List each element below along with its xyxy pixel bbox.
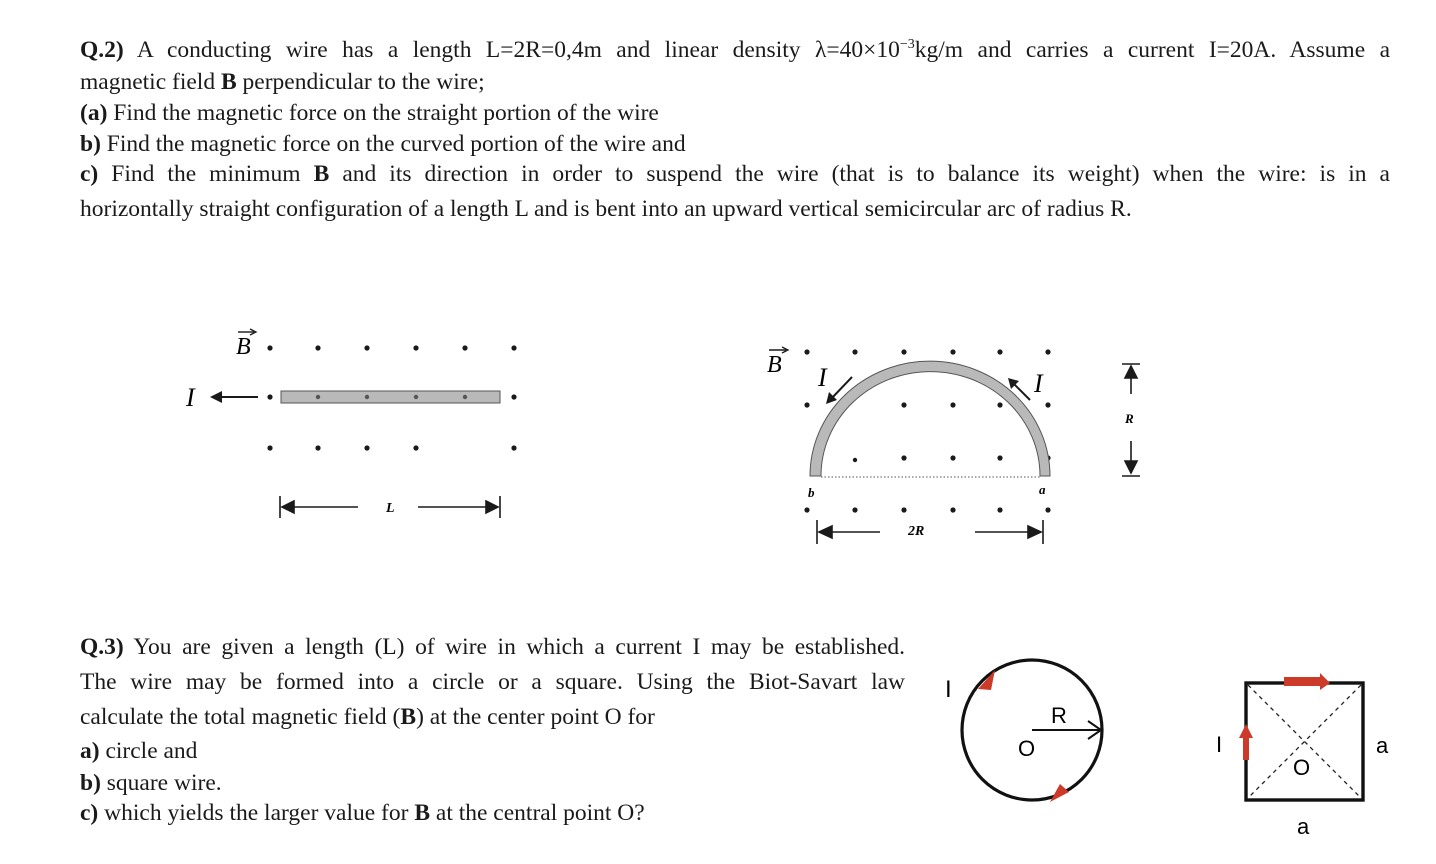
q2-part-a-label: (a) bbox=[80, 100, 108, 126]
q3-line1-text: You are given a length (L) of wire in which a current I may be established. bbox=[123, 634, 905, 660]
q3-line-2: The wire may be formed into a circle or a square. Using the Biot-Savart law bbox=[80, 669, 905, 695]
q2-line1-text: A conducting wire has a length L=2R=0,4m and linear density λ=40×10 bbox=[123, 37, 900, 63]
fig2-current-left-label: I bbox=[818, 363, 827, 392]
circle-radius-label: R bbox=[1051, 703, 1067, 728]
q3-part-a bbox=[80, 734, 905, 768]
fig2-diameter-label: 2R bbox=[908, 524, 925, 539]
q3-line-1 bbox=[80, 630, 905, 664]
q2-part-c-post: and its direction in order to suspend the wire (that is to balance its weight) when the wire: is in a bbox=[329, 161, 1390, 187]
fig1-current-label: I bbox=[186, 383, 195, 412]
q2-line2-post: perpendicular to the wire; bbox=[236, 69, 485, 95]
square-current-label: I bbox=[1216, 732, 1223, 757]
circle-center-label: O bbox=[1018, 736, 1036, 761]
fig2-field-dots bbox=[804, 349, 1050, 512]
q3-part-c-label: c) bbox=[80, 800, 99, 826]
fig2-b-label: B bbox=[767, 352, 782, 378]
q3-line-3 bbox=[80, 700, 905, 734]
q3-part-c-bold: B bbox=[414, 800, 431, 826]
q3-line3-post: ) at the center point O for bbox=[416, 704, 655, 730]
q2-part-c-bold: B bbox=[313, 161, 330, 187]
q3-part-c-post: at the central point O? bbox=[430, 800, 645, 826]
square-center-label: O bbox=[1293, 755, 1311, 780]
fig2-point-b: b bbox=[808, 485, 815, 500]
fig2-current-right-label: I bbox=[1034, 369, 1043, 398]
figure-straight-wire bbox=[185, 329, 517, 518]
figure-circle-loop bbox=[945, 660, 1102, 802]
q3-part-b bbox=[80, 768, 905, 798]
q3-part-b-text: square wire. bbox=[100, 770, 222, 796]
circle-current-arrow-top bbox=[978, 670, 995, 690]
q3-part-c bbox=[80, 798, 905, 828]
square-diagonal-2 bbox=[1248, 685, 1361, 798]
square-current-arrow-top bbox=[1284, 673, 1330, 690]
square-diagonal-1 bbox=[1248, 685, 1361, 798]
q2-part-b-text: Find the magnetic force on the curved portion of the wire and bbox=[100, 131, 686, 157]
circle-current-arrow-bottom bbox=[1050, 784, 1069, 802]
fig2-point-a: a bbox=[1039, 482, 1046, 497]
q3-part-b-label: b) bbox=[80, 770, 101, 796]
q2-part-a-text: Find the magnetic force on the straight portion of the wire bbox=[107, 100, 659, 126]
question-3 bbox=[80, 630, 905, 828]
square-current-arrow-left bbox=[1239, 724, 1253, 760]
figure-square-loop bbox=[1216, 673, 1389, 839]
q3-part-c-pre: which yields the larger value for bbox=[98, 800, 415, 826]
square-side-label-bottom: a bbox=[1297, 814, 1310, 839]
fig2-radius-label: R bbox=[1125, 411, 1134, 426]
q2-part-c-label: c) bbox=[80, 161, 99, 187]
circle-current-label: I bbox=[945, 676, 952, 703]
q3-line3-pre: calculate the total magnetic field ( bbox=[80, 704, 401, 730]
q3-part-a-label: a) bbox=[80, 738, 100, 764]
q2-part-b-label: b) bbox=[80, 131, 101, 157]
q2-line2-bold: B bbox=[220, 69, 237, 95]
q2-part-c-line2: horizontally straight configuration of a length L and is bent into an upward vertical semicircular arc of radius R. bbox=[80, 196, 1132, 222]
q3-line3-bold: B bbox=[400, 704, 417, 730]
q2-number: Q.2) bbox=[80, 37, 124, 63]
fig1-length-label: L bbox=[386, 501, 395, 516]
fig1-current-arrow bbox=[210, 391, 258, 403]
q2-exponent: −3 bbox=[899, 37, 915, 53]
square-side-label-right: a bbox=[1376, 733, 1389, 758]
q3-number: Q.3) bbox=[80, 634, 124, 660]
q2-part-c-pre: Find the minimum bbox=[98, 161, 314, 187]
figure-semicircle-wire bbox=[767, 347, 1140, 544]
q2-line2-pre: magnetic field bbox=[80, 69, 221, 95]
q2-line1-end: kg/m and carries a current I=20A. Assume a bbox=[914, 37, 1391, 63]
fig2-diameter-dimension bbox=[817, 520, 1043, 544]
fig1-b-label: B bbox=[236, 334, 251, 360]
q3-part-a-text: circle and bbox=[99, 738, 198, 764]
semicircle-wire bbox=[810, 361, 1050, 476]
